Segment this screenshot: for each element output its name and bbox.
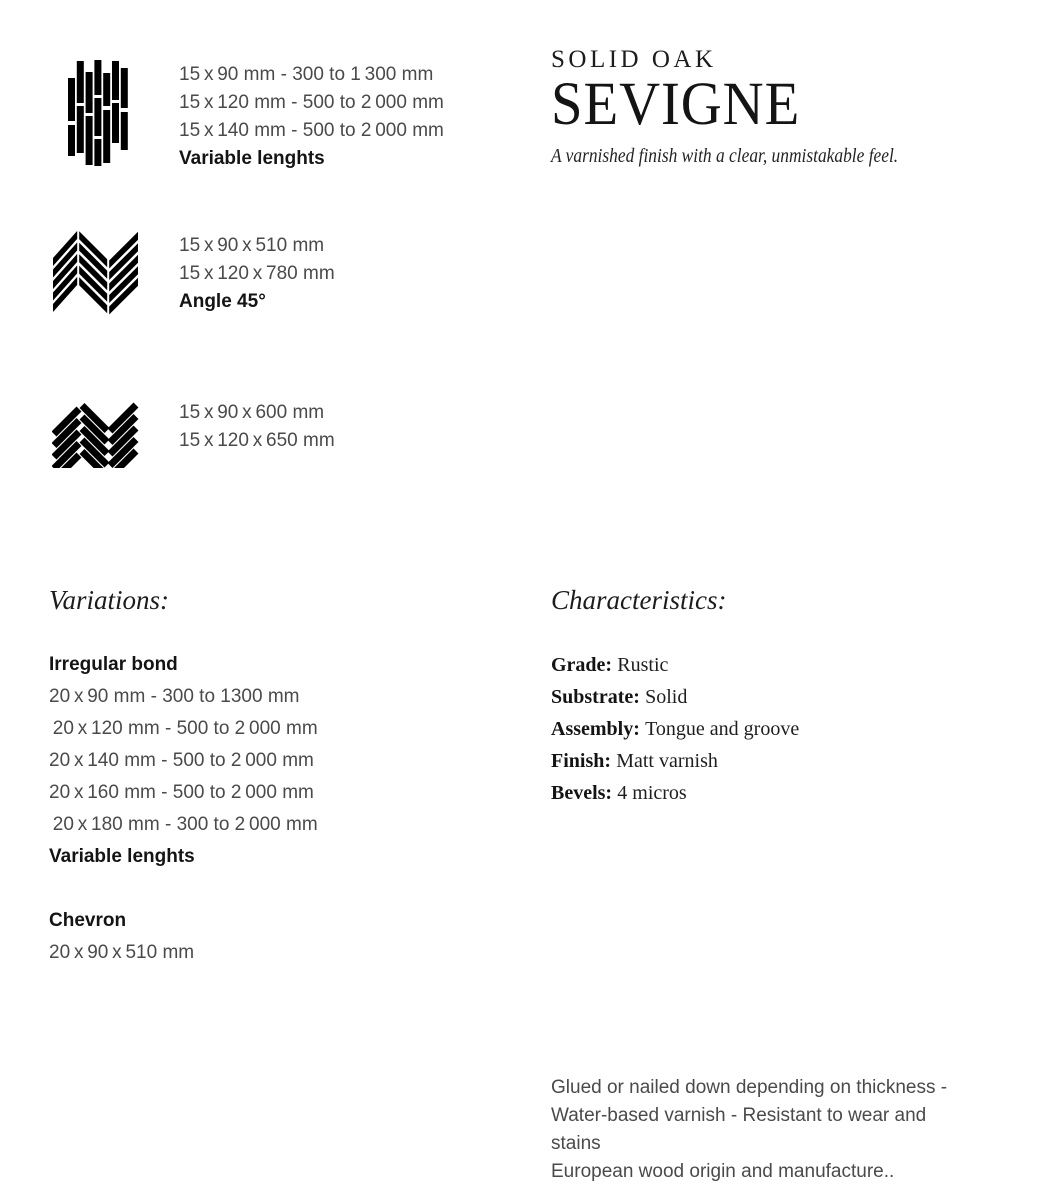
variation-group-title-irregular-bond: Irregular bond [49,654,178,675]
variation-line-variable-lengths: Variable lenghts [49,846,195,867]
characteristic-label: Finish: [551,750,612,772]
brand-header [551,46,950,168]
characteristic-row-finish [551,745,799,777]
list-gap [49,873,318,905]
variations-list [49,649,318,969]
characteristic-value: Tongue and groove [645,718,800,740]
installation-note [551,1074,981,1186]
variation-group-title-chevron: Chevron [49,910,127,931]
installation-note-line: Water-based varnish - Resistant to wear and stains [551,1105,927,1154]
product-name: SEVIGNE [551,71,801,138]
characteristic-label: Grade: [551,654,613,676]
format-line: 15 x 120 x 650 mm [179,430,335,451]
format-line: 15 x 90 mm - 300 to 1 300 mm [179,64,434,85]
product-category: SOLID OAK [551,46,717,73]
characteristic-row-substrate [551,681,799,713]
format-line: 15 x 120 mm - 500 to 2 000 mm [179,92,444,113]
variations-section [49,585,318,969]
characteristic-value: Matt varnish [616,750,718,772]
characteristics-list [551,649,799,809]
characteristic-value: Solid [645,686,688,708]
characteristic-label: Bevels: [551,782,613,804]
variation-line: 20 x 90 mm - 300 to 1300 mm [49,686,300,707]
format-dimensions-irregular-bond [179,61,444,173]
format-line-angle: Angle 45° [179,291,266,312]
characteristic-row-grade [551,649,799,681]
characteristic-value: Rustic [617,654,669,676]
format-line: 15 x 140 mm - 500 to 2 000 mm [179,120,444,141]
variation-line: 20 x 90 x 510 mm [49,942,195,963]
characteristic-label: Assembly: [551,718,640,740]
irregular-bond-icon [68,60,128,171]
characteristic-value: 4 micros [617,782,687,804]
characteristic-row-bevels [551,777,799,809]
format-dimensions-chevron [179,232,335,316]
variation-line: 20 x 160 mm - 500 to 2 000 mm [49,782,314,803]
characteristic-label: Substrate: [551,686,640,708]
product-tagline: A varnished finish with a clear, unmistakable feel. [551,145,899,167]
variation-line: 20 x 180 mm - 300 to 2 000 mm [49,814,318,835]
variation-line: 20 x 140 mm - 500 to 2 000 mm [49,750,314,771]
format-line: 15 x 90 x 600 mm [179,402,325,423]
format-line-variable-lengths: Variable lenghts [179,148,325,169]
format-line: 15 x 120 x 780 mm [179,263,335,284]
variation-line: 20 x 120 mm - 500 to 2 000 mm [49,718,318,739]
variations-heading: Variations: [49,585,170,615]
characteristics-heading: Characteristics: [551,585,727,615]
characteristics-section [551,585,799,809]
format-line: 15 x 90 x 510 mm [179,235,325,256]
characteristic-row-assembly [551,713,799,745]
chevron-icon [53,230,138,320]
format-dimensions-herringbone [179,399,335,455]
herringbone-icon [52,393,140,473]
installation-note-line: Glued or nailed down depending on thickness - [551,1077,948,1098]
installation-note-line: European wood origin and manufacture.. [551,1161,895,1182]
